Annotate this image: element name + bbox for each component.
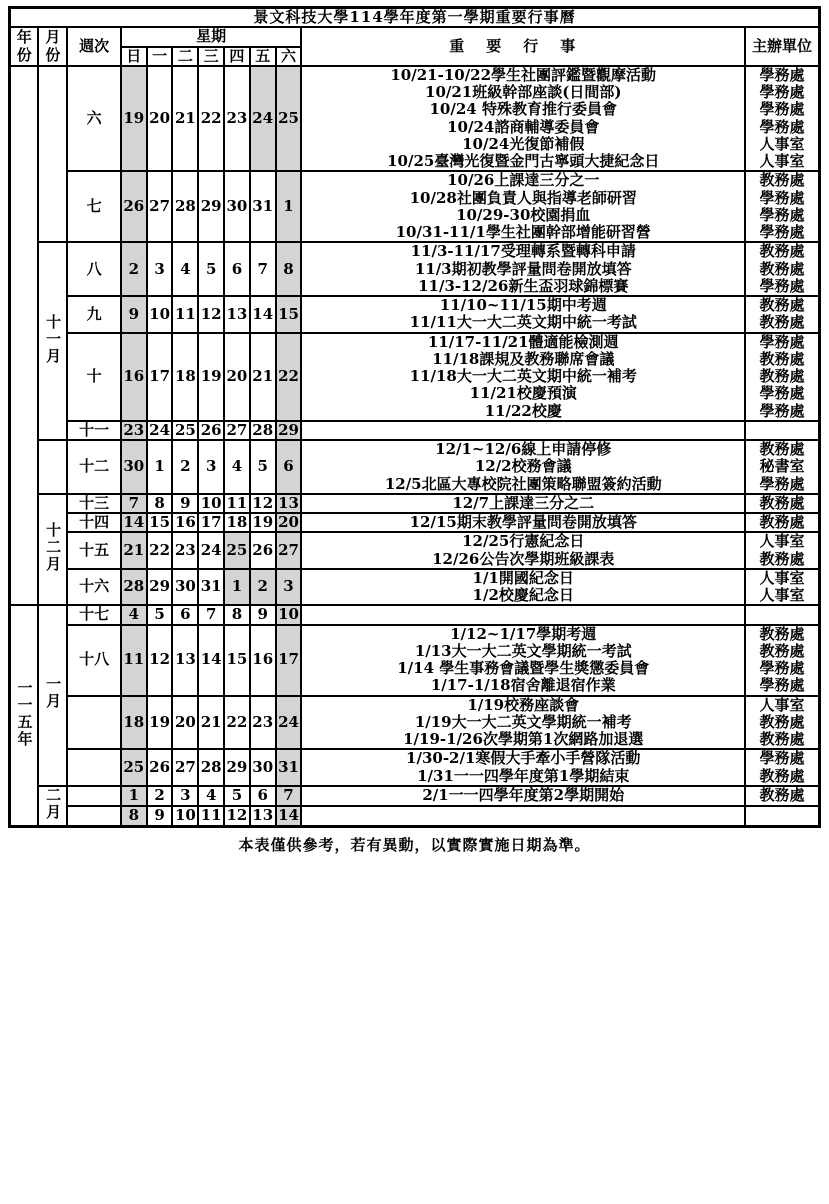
event-item: 2/1一一四學年度第2學期開始 [422,786,625,805]
unit-item: 教務處 [759,730,805,748]
day-cell: 9 [147,806,173,827]
event-item: 10/24光復節補假 [462,134,585,153]
event-item: 10/24 特殊教育推行委員會 [429,100,617,119]
day-cell: 26 [121,171,147,242]
day-cell: 29 [147,569,173,606]
day-cell: 12 [198,296,224,333]
day-cell: 17 [276,625,302,696]
day-cell: 14 [198,625,224,696]
week-number-cell: 八 [67,242,121,296]
week-number-cell [67,786,121,806]
event-item: 12/7上課達三分之二 [452,493,595,512]
unit-cell [745,296,819,333]
day-cell: 20 [172,696,198,750]
academic-calendar-table [8,6,821,828]
day-cell: 5 [147,605,173,624]
unit-cell [745,440,819,494]
unit-cell [745,749,819,786]
unit-item: 教務處 [759,766,805,785]
event-item: 1/1開國紀念日 [472,568,574,587]
unit-item: 學務處 [759,401,805,420]
month-cell: 十二月 [38,494,67,606]
unit-item: 教務處 [759,513,805,531]
table-row [10,421,820,440]
event-item: 1/19-1/26次學期第1次網路加退選 [403,730,644,748]
day-cell: 19 [250,513,276,532]
header-weekday-0: 日 [121,47,147,66]
event-item: 1/19大一大二英文學期統一補考 [414,712,632,731]
week-number-cell: 七 [67,171,121,242]
unit-item: 人事室 [759,586,805,604]
table-row [10,625,820,696]
week-number-cell: 十六 [67,569,121,606]
day-cell: 16 [250,625,276,696]
day-cell: 14 [250,296,276,333]
events-cell [301,440,745,494]
day-cell: 11 [172,296,198,333]
unit-item: 學務處 [759,188,805,207]
day-cell: 15 [224,625,250,696]
unit-item: 學務處 [759,474,805,493]
day-cell: 9 [250,605,276,624]
events-cell [301,786,745,806]
unit-item: 教務處 [759,259,805,278]
day-cell: 26 [147,749,173,786]
day-cell: 3 [276,569,302,606]
header-weekday-6: 六 [276,47,302,66]
event-item: 12/26公告次學期班級課表 [432,549,615,568]
table-row [10,532,820,569]
event-item: 11/3-12/26新生盃羽球錦標賽 [418,276,629,295]
day-cell: 7 [198,605,224,624]
day-cell: 19 [147,696,173,750]
week-number-cell [67,806,121,827]
event-item: 12/5北區大專校院社團策略聯盟簽約活動 [384,474,662,493]
events-cell [301,242,745,296]
event-item: 1/14 學生事務會議暨學生獎懲委員會 [397,659,650,677]
day-cell: 24 [250,66,276,172]
day-cell: 25 [224,532,250,569]
events-cell [301,806,745,827]
event-item: 1/30-2/1寒假大手牽小手營隊活動 [406,749,641,768]
table-row [10,786,820,806]
unit-item: 教務處 [759,313,805,332]
unit-item: 教務處 [759,367,805,385]
table-row [10,806,820,827]
week-number-cell: 六 [67,66,121,172]
week-number-cell: 十三 [67,494,121,513]
events-cell [301,296,745,333]
table-row [10,749,820,786]
header-weekday-2: 二 [172,47,198,66]
unit-item: 教務處 [759,242,805,261]
events-cell [301,749,745,786]
unit-item: 教務處 [759,349,805,368]
unit-item: 教務處 [759,641,805,660]
day-cell: 10 [198,494,224,513]
event-item: 10/31-11/1學生社團幹部增能研習營 [395,223,651,241]
day-cell: 27 [147,171,173,242]
unit-item: 教務處 [759,712,805,731]
day-cell: 3 [147,242,173,296]
day-cell: 24 [147,421,173,440]
day-cell: 10 [276,605,302,624]
table-row [10,494,820,513]
table-row [10,513,820,532]
day-cell: 1 [276,171,302,242]
day-cell: 2 [250,569,276,606]
day-cell: 29 [198,171,224,242]
unit-item: 人事室 [759,568,805,587]
header-events: 重要行事 [301,27,745,66]
day-cell: 3 [198,440,224,494]
unit-item: 學務處 [759,117,805,136]
month-cell [38,66,67,243]
day-cell: 6 [172,605,198,624]
event-item: 11/10~11/15期中考週 [439,296,607,314]
day-cell: 21 [198,696,224,750]
year-cell [10,66,39,606]
event-item: 10/28社團負責人與指導老師研習 [409,188,637,207]
events-cell [301,696,745,750]
unit-cell [745,171,819,242]
event-item: 1/2校慶紀念日 [472,586,574,604]
unit-item: 教務處 [759,440,805,458]
day-cell: 9 [121,296,147,333]
day-cell: 27 [224,421,250,440]
week-number-cell: 九 [67,296,121,333]
day-cell: 4 [224,440,250,494]
day-cell: 4 [121,605,147,624]
day-cell: 12 [224,806,250,827]
header-week: 週次 [67,27,121,66]
day-cell: 10 [172,806,198,827]
day-cell: 22 [224,696,250,750]
week-number-cell: 十 [67,333,121,421]
header-weekday-5: 五 [250,47,276,66]
day-cell: 3 [172,786,198,806]
unit-item: 學務處 [759,676,805,695]
day-cell: 15 [276,296,302,333]
day-cell: 8 [121,806,147,827]
day-cell: 22 [198,66,224,172]
day-cell: 2 [121,242,147,296]
day-cell: 23 [172,532,198,569]
day-cell: 26 [250,532,276,569]
unit-item: 人事室 [759,152,805,170]
unit-cell [745,696,819,750]
event-item: 11/18課規及教務聯席會議 [432,349,615,368]
day-cell: 27 [276,532,302,569]
day-cell: 11 [121,625,147,696]
event-item: 12/15期末教學評量問卷開放填答 [409,513,637,531]
unit-item: 學務處 [759,205,805,224]
month-cell [38,440,67,494]
day-cell: 17 [198,513,224,532]
event-item: 11/3-11/17受理轉系暨轉科申請 [410,242,636,261]
header-unit: 主辦單位 [745,27,819,66]
events-cell [301,494,745,513]
day-cell: 20 [224,333,250,421]
table-row [10,333,820,421]
event-item: 12/25行憲紀念日 [462,532,585,551]
week-number-cell: 十五 [67,532,121,569]
day-cell: 18 [121,696,147,750]
unit-cell [745,806,819,827]
day-cell: 20 [147,66,173,172]
header-weekday-4: 四 [224,47,250,66]
day-cell: 5 [198,242,224,296]
week-number-cell [67,696,121,750]
event-item: 10/26上課達三分之一 [447,171,600,190]
unit-cell [745,786,819,806]
day-cell: 31 [250,171,276,242]
unit-cell [745,421,819,440]
day-cell: 8 [224,605,250,624]
unit-cell [745,532,819,569]
unit-item: 學務處 [759,384,805,403]
table-row [10,696,820,750]
unit-item: 學務處 [759,223,805,241]
header-weekday-1: 一 [147,47,173,66]
events-cell [301,605,745,624]
unit-item: 學務處 [759,83,805,101]
unit-item: 教務處 [759,624,805,643]
day-cell: 19 [198,333,224,421]
day-cell: 14 [121,513,147,532]
day-cell: 1 [121,786,147,806]
day-cell: 23 [224,66,250,172]
unit-cell [745,494,819,513]
event-item: 10/29-30校園捐血 [456,205,591,224]
day-cell: 30 [121,440,147,494]
month-cell: 二月 [38,786,67,827]
event-item: 11/3期初教學評量問卷開放填答 [414,259,632,278]
unit-item: 學務處 [759,749,805,768]
day-cell: 11 [224,494,250,513]
month-cell: 一月 [38,605,67,786]
day-cell: 23 [121,421,147,440]
day-cell: 4 [172,242,198,296]
table-row [10,569,820,606]
unit-item: 教務處 [759,786,805,805]
day-cell: 30 [250,749,276,786]
day-cell: 14 [276,806,302,827]
week-number-cell: 十一 [67,421,121,440]
day-cell: 13 [250,806,276,827]
day-cell: 1 [224,569,250,606]
day-cell: 2 [147,786,173,806]
day-cell: 18 [224,513,250,532]
day-cell: 30 [172,569,198,606]
day-cell: 12 [147,625,173,696]
day-cell: 10 [147,296,173,333]
day-cell: 6 [250,786,276,806]
day-cell: 28 [172,171,198,242]
events-cell [301,421,745,440]
day-cell: 29 [276,421,302,440]
day-cell: 31 [276,749,302,786]
header-row-top [10,27,820,46]
events-cell [301,569,745,606]
event-item: 1/19校務座談會 [467,695,580,714]
page-title: 景文科技大學114學年度第一學期重要行事曆 [10,8,820,28]
day-cell: 21 [172,66,198,172]
day-cell: 26 [198,421,224,440]
day-cell: 12 [250,494,276,513]
day-cell: 19 [121,66,147,172]
unit-cell [745,605,819,624]
day-cell: 24 [198,532,224,569]
events-cell [301,625,745,696]
day-cell: 20 [276,513,302,532]
day-cell: 6 [276,440,302,494]
day-cell: 25 [121,749,147,786]
event-item: 10/21-10/22學生社團評鑑暨觀摩活動 [390,65,657,84]
day-cell: 24 [276,696,302,750]
day-cell: 4 [198,786,224,806]
day-cell: 28 [121,569,147,606]
unit-item: 學務處 [759,659,805,677]
title-row [10,8,820,28]
week-number-cell: 十二 [67,440,121,494]
day-cell: 25 [276,66,302,172]
header-month: 月份 [38,27,67,66]
event-item: 11/11大一大二英文期中統一考試 [409,313,637,332]
event-item: 10/21班級幹部座談(日間部) [425,83,622,101]
day-cell: 22 [147,532,173,569]
unit-cell [745,242,819,296]
day-cell: 1 [147,440,173,494]
day-cell: 21 [250,333,276,421]
day-cell: 8 [276,242,302,296]
table-row [10,296,820,333]
day-cell: 9 [172,494,198,513]
day-cell: 13 [224,296,250,333]
event-item: 1/17-1/18宿舍離退宿作業 [430,676,616,695]
month-cell: 十一月 [38,242,67,440]
unit-item: 教務處 [759,493,805,512]
unit-item: 人事室 [759,532,805,551]
table-row [10,171,820,242]
event-item: 12/1~12/6線上申請停修 [435,440,612,458]
unit-item: 秘書室 [759,457,805,476]
day-cell: 17 [147,333,173,421]
day-cell: 8 [147,494,173,513]
event-item: 12/2校務會議 [474,457,572,476]
day-cell: 31 [198,569,224,606]
day-cell: 13 [276,494,302,513]
day-cell: 16 [121,333,147,421]
week-number-cell: 十八 [67,625,121,696]
unit-item: 人事室 [759,134,805,153]
header-year: 年份 [10,27,39,66]
unit-item: 人事室 [759,695,805,714]
day-cell: 25 [172,421,198,440]
day-cell: 23 [250,696,276,750]
unit-cell [745,333,819,421]
day-cell: 16 [172,513,198,532]
day-cell: 30 [224,171,250,242]
event-item: 10/25臺灣光復暨金門古寧頭大捷紀念日 [387,152,660,170]
week-number-cell [67,749,121,786]
unit-cell [745,569,819,606]
day-cell: 29 [224,749,250,786]
unit-item: 教務處 [759,171,805,190]
events-cell [301,532,745,569]
day-cell: 28 [250,421,276,440]
day-cell: 15 [147,513,173,532]
day-cell: 5 [224,786,250,806]
unit-cell [745,66,819,172]
day-cell: 6 [224,242,250,296]
unit-item: 學務處 [759,100,805,119]
day-cell: 5 [250,440,276,494]
day-cell: 28 [198,749,224,786]
event-item: 1/12~1/17學期考週 [450,624,597,643]
events-cell [301,66,745,172]
day-cell: 18 [172,333,198,421]
table-row [10,66,820,172]
events-cell [301,171,745,242]
event-item: 11/21校慶預演 [469,384,577,403]
day-cell: 27 [172,749,198,786]
header-weekday-3: 三 [198,47,224,66]
day-cell: 2 [172,440,198,494]
day-cell: 7 [121,494,147,513]
unit-item: 教務處 [759,296,805,314]
event-item: 10/24諮商輔導委員會 [447,117,600,136]
events-cell [301,513,745,532]
day-cell: 21 [121,532,147,569]
table-row [10,440,820,494]
table-row [10,242,820,296]
unit-item: 學務處 [759,332,805,351]
day-cell: 22 [276,333,302,421]
week-number-cell: 十四 [67,513,121,532]
event-item: 1/31一一四學年度第1學期結束 [417,766,630,785]
event-item: 11/18大一大二英文期中統一補考 [409,367,637,385]
unit-item: 教務處 [759,549,805,568]
event-item: 11/22校慶 [484,401,562,420]
day-cell: 11 [198,806,224,827]
unit-item: 學務處 [759,276,805,295]
table-row [10,605,820,624]
events-cell [301,333,745,421]
header-weekday-group: 星期 [121,27,301,46]
year-cell: 一一五年 [10,605,39,826]
event-item: 11/17-11/21體適能檢測週 [427,332,619,351]
unit-cell [745,625,819,696]
day-cell: 13 [172,625,198,696]
event-item: 1/13大一大二英文學期統一考試 [414,641,632,660]
week-number-cell: 十七 [67,605,121,624]
day-cell: 7 [250,242,276,296]
footnote: 本表僅供參考，若有異動，以實際實施日期為準。 [238,836,591,854]
day-cell: 7 [276,786,302,806]
unit-cell [745,513,819,532]
unit-item: 學務處 [759,65,805,84]
